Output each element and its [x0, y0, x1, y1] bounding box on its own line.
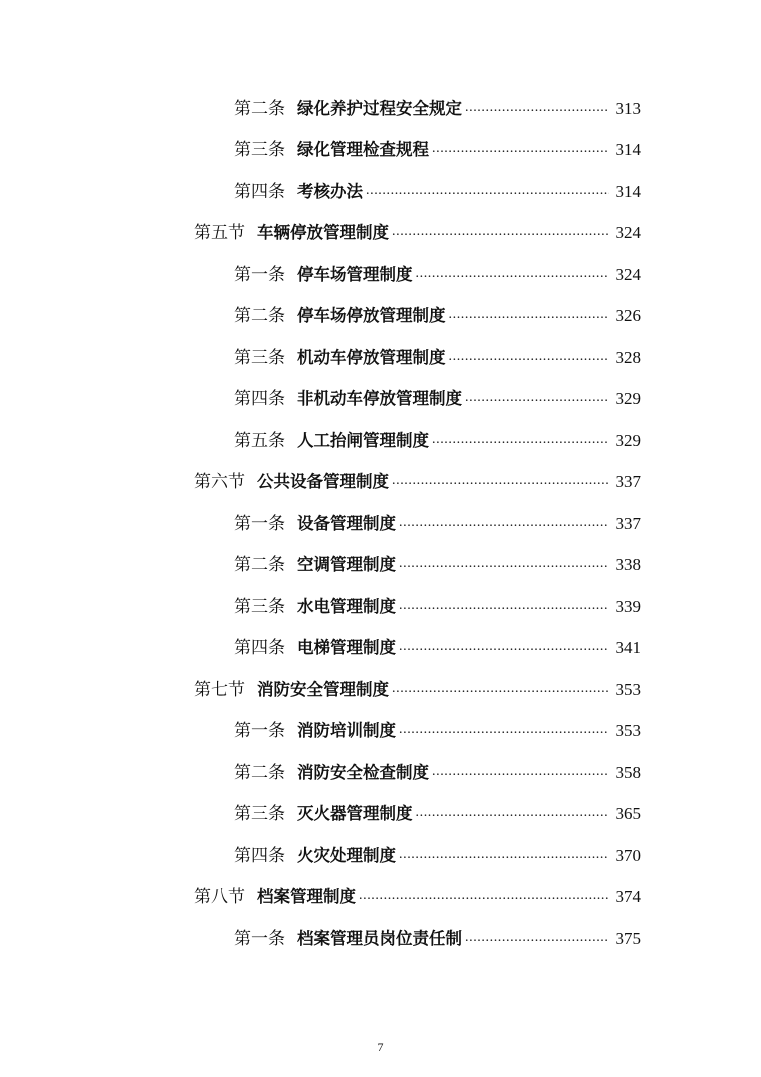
toc-article-entry[interactable] [0, 545, 761, 587]
toc-entry-page: 337 [615, 513, 641, 533]
toc-entry-page: 329 [615, 430, 641, 450]
toc-entry-page: 324 [615, 264, 641, 284]
toc-entry-title: 档案管理员岗位责任制 [297, 928, 462, 948]
toc-entry-page: 337 [615, 472, 641, 492]
toc-entry-title: 停车场停放管理制度 [297, 306, 446, 326]
toc-entry-number: 第七节 [194, 679, 245, 699]
toc-entry-page: 353 [615, 679, 641, 699]
toc-dot-leader [465, 389, 609, 409]
toc-article-entry[interactable] [0, 752, 761, 794]
toc-entry-page: 370 [615, 845, 641, 865]
toc-dot-leader [416, 265, 610, 285]
toc-entry-title: 公共设备管理制度 [257, 472, 389, 492]
toc-section-entry[interactable] [0, 213, 761, 255]
toc-entry-title: 档案管理制度 [257, 887, 356, 907]
toc-entry-page: 328 [615, 347, 641, 367]
toc-article-entry[interactable] [0, 918, 761, 960]
toc-dot-leader [366, 182, 609, 202]
toc-entry-page: 329 [615, 389, 641, 409]
toc-dot-leader [449, 306, 610, 326]
toc-article-entry[interactable] [0, 835, 761, 877]
toc-dot-leader [392, 223, 609, 243]
toc-entry-page: 314 [615, 181, 641, 201]
toc-entry-number: 第五条 [234, 430, 285, 450]
toc-section-entry[interactable] [0, 462, 761, 504]
toc-entry-page: 339 [615, 596, 641, 616]
toc-entry-number: 第四条 [234, 638, 285, 658]
toc-entry-title: 考核办法 [297, 181, 363, 201]
toc-entry-number: 第三条 [234, 596, 285, 616]
toc-entry-page: 375 [615, 928, 641, 948]
toc-dot-leader [399, 846, 609, 866]
toc-dot-leader [392, 680, 609, 700]
toc-entry-page: 374 [615, 887, 641, 907]
toc-entry-number: 第八节 [194, 887, 245, 907]
toc-article-entry[interactable] [0, 628, 761, 670]
toc-dot-leader [399, 514, 609, 534]
toc-entry-number: 第一条 [234, 928, 285, 948]
toc-article-entry[interactable] [0, 711, 761, 753]
toc-entry-title: 人工抬闸管理制度 [297, 430, 429, 450]
toc-entry-number: 第二条 [234, 98, 285, 118]
toc-dot-leader [399, 597, 609, 617]
toc-section-entry[interactable] [0, 877, 761, 919]
toc-article-entry[interactable] [0, 337, 761, 379]
toc-entry-page: 338 [615, 555, 641, 575]
toc-entry-title: 火灾处理制度 [297, 845, 396, 865]
toc-entry-page: 341 [615, 638, 641, 658]
toc-entry-title: 绿化养护过程安全规定 [297, 98, 462, 118]
toc-article-entry[interactable] [0, 296, 761, 338]
toc-section-entry[interactable] [0, 669, 761, 711]
toc-entry-title: 设备管理制度 [297, 513, 396, 533]
toc-entry-title: 非机动车停放管理制度 [297, 389, 462, 409]
toc-entry-title: 停车场管理制度 [297, 264, 413, 284]
table-of-contents [0, 88, 761, 960]
toc-entry-title: 水电管理制度 [297, 596, 396, 616]
toc-entry-page: 365 [615, 804, 641, 824]
toc-entry-page: 353 [615, 721, 641, 741]
toc-entry-page: 358 [615, 762, 641, 782]
toc-entry-number: 第四条 [234, 389, 285, 409]
toc-dot-leader [416, 804, 610, 824]
toc-entry-number: 第六节 [194, 472, 245, 492]
toc-entry-title: 消防安全检查制度 [297, 762, 429, 782]
toc-article-entry[interactable] [0, 586, 761, 628]
toc-dot-leader [465, 929, 609, 949]
toc-entry-number: 第三条 [234, 804, 285, 824]
toc-entry-title: 电梯管理制度 [297, 638, 396, 658]
toc-entry-number: 第一条 [234, 513, 285, 533]
toc-entry-page: 326 [615, 306, 641, 326]
toc-entry-number: 第一条 [234, 721, 285, 741]
toc-entry-number: 第三条 [234, 347, 285, 367]
toc-entry-number: 第一条 [234, 264, 285, 284]
toc-entry-number: 第四条 [234, 181, 285, 201]
toc-dot-leader [392, 472, 609, 492]
toc-dot-leader [465, 99, 609, 119]
toc-dot-leader [449, 348, 610, 368]
toc-dot-leader [432, 763, 609, 783]
toc-dot-leader [432, 140, 609, 160]
toc-entry-title: 空调管理制度 [297, 555, 396, 575]
toc-article-entry[interactable] [0, 503, 761, 545]
toc-entry-page: 313 [615, 98, 641, 118]
toc-entry-number: 第三条 [234, 140, 285, 160]
toc-article-entry[interactable] [0, 254, 761, 296]
toc-article-entry[interactable] [0, 88, 761, 130]
toc-article-entry[interactable] [0, 171, 761, 213]
toc-entry-number: 第四条 [234, 845, 285, 865]
toc-entry-title: 灭火器管理制度 [297, 804, 413, 824]
toc-dot-leader [359, 887, 609, 907]
toc-entry-title: 消防安全管理制度 [257, 679, 389, 699]
toc-entry-number: 第五节 [194, 223, 245, 243]
toc-article-entry[interactable] [0, 130, 761, 172]
toc-entry-title: 车辆停放管理制度 [257, 223, 389, 243]
toc-entry-number: 第二条 [234, 762, 285, 782]
page-number: 7 [377, 1040, 384, 1054]
toc-dot-leader [399, 555, 609, 575]
toc-dot-leader [399, 638, 609, 658]
toc-article-entry[interactable] [0, 420, 761, 462]
toc-entry-title: 消防培训制度 [297, 721, 396, 741]
toc-entry-title: 绿化管理检查规程 [297, 140, 429, 160]
toc-dot-leader [399, 721, 609, 741]
toc-entry-page: 324 [615, 223, 641, 243]
toc-entry-title: 机动车停放管理制度 [297, 347, 446, 367]
toc-article-entry[interactable] [0, 794, 761, 836]
toc-entry-number: 第二条 [234, 555, 285, 575]
toc-dot-leader [432, 431, 609, 451]
toc-article-entry[interactable] [0, 379, 761, 421]
toc-entry-page: 314 [615, 140, 641, 160]
toc-entry-number: 第二条 [234, 306, 285, 326]
